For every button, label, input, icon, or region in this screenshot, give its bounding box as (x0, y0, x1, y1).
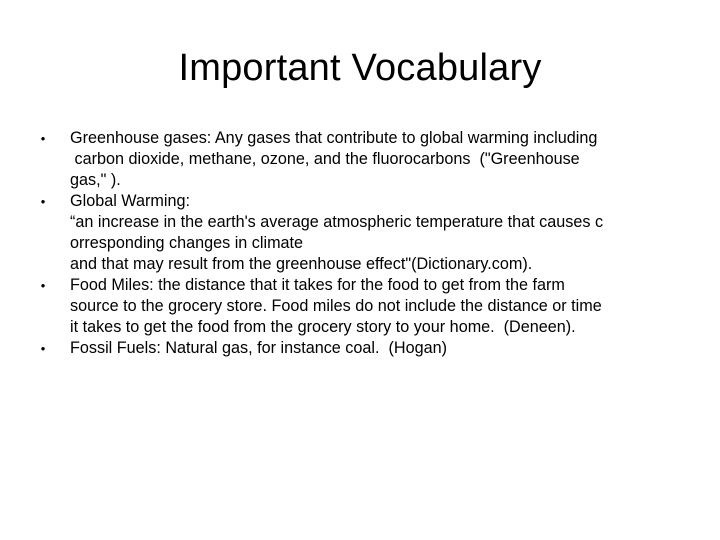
item-line: Greenhouse gases: Any gases that contribute to global warming including (70, 129, 598, 147)
item-line: and that may result from the greenhouse effect"(Dictionary.com). (70, 255, 533, 273)
item-line: source to the grocery store. Food miles do not include the distance or time (70, 297, 602, 315)
vocabulary-list (36, 128, 696, 359)
item-line: orresponding changes in climate (70, 234, 304, 252)
vocabulary-item-greenhouse-gases (36, 128, 696, 191)
item-line: it takes to get the food from the grocery story to your home. (Deneen). (70, 318, 576, 336)
slide-title: Important Vocabulary (178, 47, 542, 89)
vocabulary-item-global-warming (36, 191, 696, 275)
item-line: Food Miles: the distance that it takes for the food to get from the farm (70, 276, 565, 294)
bullet-icon: • (40, 278, 46, 293)
vocabulary-item-food-miles (36, 275, 696, 338)
item-line: gas," ). (70, 171, 121, 189)
item-line: Fossil Fuels: Natural gas, for instance coal. (Hogan) (70, 339, 447, 357)
bullet-icon: • (40, 341, 46, 356)
bullet-icon: • (40, 194, 46, 209)
item-line: carbon dioxide, methane, ozone, and the fluorocarbons ("Greenhouse (70, 150, 580, 168)
vocabulary-item-fossil-fuels (36, 338, 696, 359)
bullet-icon: • (40, 131, 46, 146)
item-line: “an increase in the earth's average atmospheric temperature that causes c (70, 213, 604, 231)
item-line: Global Warming: (70, 192, 190, 210)
